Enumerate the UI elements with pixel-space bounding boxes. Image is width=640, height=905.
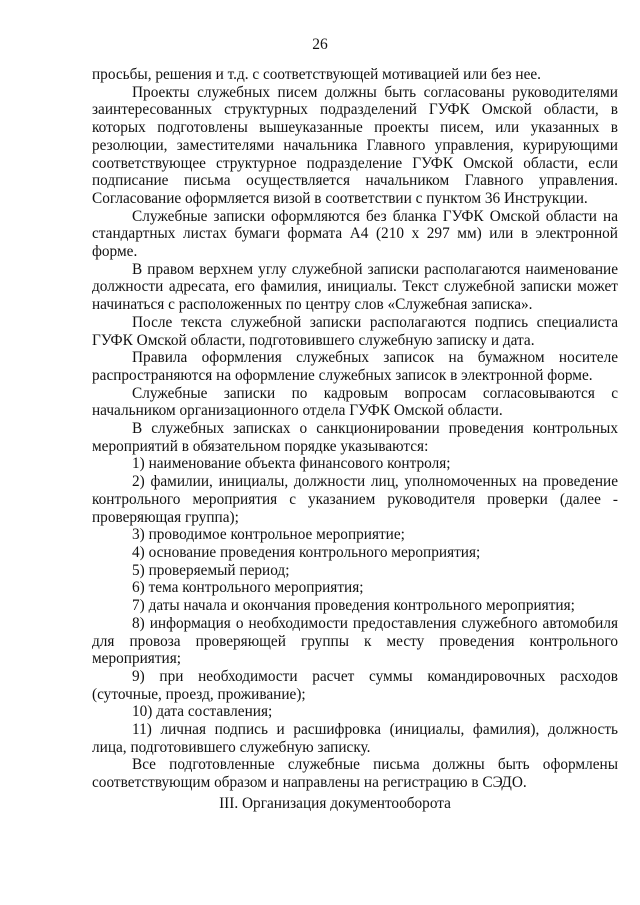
list-item: 3) проводимое контрольное мероприятие; (132, 526, 405, 544)
list-item: 9) при необходимости расчет суммы командировочных расходов (суточные, проезд, проживание); (92, 667, 618, 703)
page-number: 26 (312, 36, 328, 53)
list-item: 2) фамилии, инициалы, должности лиц, уполномоченных на проведение контрольного мероприятия с указанием руководителя проверки (далее - проверяющая группа); (92, 473, 618, 526)
paragraph: Все подготовленные служебные письма должны быть оформлены соответствующим образом и направлены на регистрацию в СЭДО. (92, 756, 618, 792)
body-text (92, 66, 618, 792)
list-item: 10) дата составления; (132, 703, 273, 721)
list-item: 1) наименование объекта финансового контроля; (132, 455, 451, 473)
list-item: 4) основание проведения контрольного мероприятия; (132, 543, 481, 561)
paragraph: После текста служебной записки располагаются подпись специалиста ГУФК Омской области, подготовившего служебную записку и дата. (92, 313, 618, 349)
paragraph: Служебные записки по кадровым вопросам согласовываются с начальником организационного отдела ГУФК Омской области. (92, 384, 618, 420)
list-item: 11) личная подпись и расшифровка (инициалы, фамилия), должность лица, подготовившего служебную записку. (92, 721, 618, 756)
paragraph: Правила оформления служебных записок на бумажном носителе распространяются на оформление служебных записок в электронной форме. (92, 349, 618, 384)
section-heading: III. Организация документооборота (219, 795, 451, 812)
list-item: 8) информация о необходимости предоставления служебного автомобиля для провоза проверяющей группы к месту проведения контрольного мероприятия; (92, 614, 618, 668)
paragraph: В служебных записках о санкционировании проведения контрольных мероприятий в обязательном порядке указываются: (92, 420, 618, 455)
paragraph: Служебные записки оформляются без бланка ГУФК Омской области на стандартных листах бумаги формата А4 (210 х 297 мм) или в электронной форме. (92, 207, 618, 261)
list-item: 5) проверяемый период; (132, 561, 290, 579)
list-item: 7) даты начала и окончания проведения контрольного мероприятия; (132, 597, 575, 615)
paragraph: Проекты служебных писем должны быть согласованы руководителями заинтересованных структурных подразделений ГУФК Омской области, в которых подготовлены вышеуказанные проекты писем, или указанных в резолюции, заместителями начальника Главного управления, курирующими соответствующее структурное подразделение ГУФК Омской области, если подписание письма осуществляется начальником Главного управления. Согласование оформляется визой в соответствии с пунктом 36 Инструкции. (92, 83, 618, 207)
list-item: 6) тема контрольного мероприятия; (132, 579, 364, 597)
paragraph: просьбы, решения и т.д. с соответствующей мотивацией или без нее. (92, 66, 542, 83)
paragraph: В правом верхнем углу служебной записки располагаются наименование должности адресата, его фамилия, инициалы. Текст служебной записки может начинаться с расположенных по центру слов «Служебная записка». (92, 260, 618, 314)
